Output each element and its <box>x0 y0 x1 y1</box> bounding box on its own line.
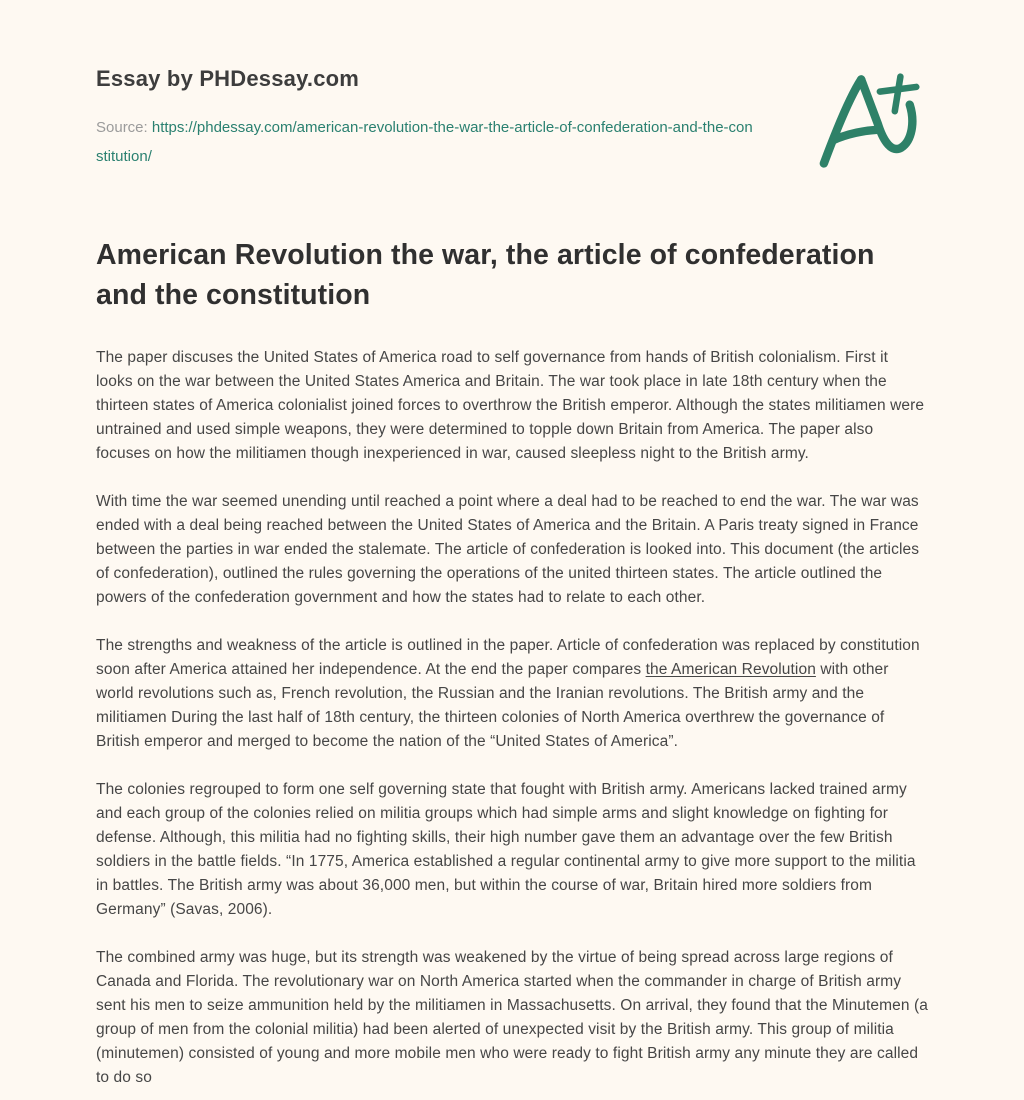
source-url-link[interactable]: https://phdessay.com/american-revolution-the-war-the-article-of-confederation-and-the-constitution/ <box>96 119 753 165</box>
essay-paragraph-1: The paper discuses the United States of America road to self governance from hands of British colonialism. First it looks on the war between the United States America and Britain. The war took place in late 18th century when the thirteen states of America colonialist joined forces to overthrow the British emperor. Although the states militiamen were untrained and used simple weapons, they were determined to topple down Britain from America. The paper also focuses on how the militiamen though inexperienced in war, caused sleepless night to the British army. <box>96 349 925 462</box>
essay-paragraph-5: The combined army was huge, but its strength was weakened by the virtue of being spread across large regions of Canada and Florida. The revolutionary war on North America started when the commander in charge of British army sent his men to seize ammunition held by the militiamen in Massachusetts. On arrival, they found that the Minutemen (a group of men from the colonial militia) had been alerted of unexpected visit by the British army. This group of militia (minutemen) consisted of young and more mobile men who were ready to fight British army any minute they are called to do so <box>96 949 928 1086</box>
source-line <box>96 113 756 171</box>
essay-body <box>96 346 928 1090</box>
essay-paragraph-4: The colonies regrouped to form one self governing state that fought with British army. Americans lacked trained army and each group of the colonies relied on militia groups which had simple arms and slight knowledge on fighting for defense. Although, this militia had no fighting skills, their high number gave them an advantage over the few British soldiers in the battle fields. “In 1775, America established a regular continental army to give more support to the militia in battles. The British army was about 36,000 men, but within the course of war, Britain hired more soldiers from Germany” (Savas, 2006). <box>96 781 916 918</box>
header-text-block <box>96 66 756 171</box>
page-header <box>96 66 928 171</box>
a-plus-logo-icon <box>816 72 926 170</box>
essay-paragraph-2: With time the war seemed unending until reached a point where a deal had to be reached to end the war. The war was ended with a deal being reached between the United States of America and the Britain. A Paris treaty signed in France between the parties in war ended the stalemate. The article of confederation is looked into. This document (the articles of confederation), outlined the rules governing the operations of the united thirteen states. The article outlined the powers of the confederation government and how the states had to relate to each other. <box>96 493 920 606</box>
essay-paragraph-3 <box>96 634 928 754</box>
source-label: Source: <box>96 119 148 136</box>
american-revolution-link[interactable]: the American Revolution <box>645 661 816 678</box>
paragraph-text: The strengths and weakness of the article is outlined in the paper. Article of confederation was replaced by constitution soon after America attained her independence. At the end the paper compares <box>96 637 920 678</box>
essay-title: American Revolution the war, the article of confederation and the constitution <box>96 239 875 311</box>
essay-byline: Essay by PHDessay.com <box>96 66 360 91</box>
paragraph-text: with other world revolutions such as, French revolution, the Russian and the Iranian revolutions. The British army and the militiamen During the last half of 18th century, the thirteen colonies of North America overthrew the governance of British emperor and merged to become the nation of the “United States of America”. <box>96 661 889 750</box>
